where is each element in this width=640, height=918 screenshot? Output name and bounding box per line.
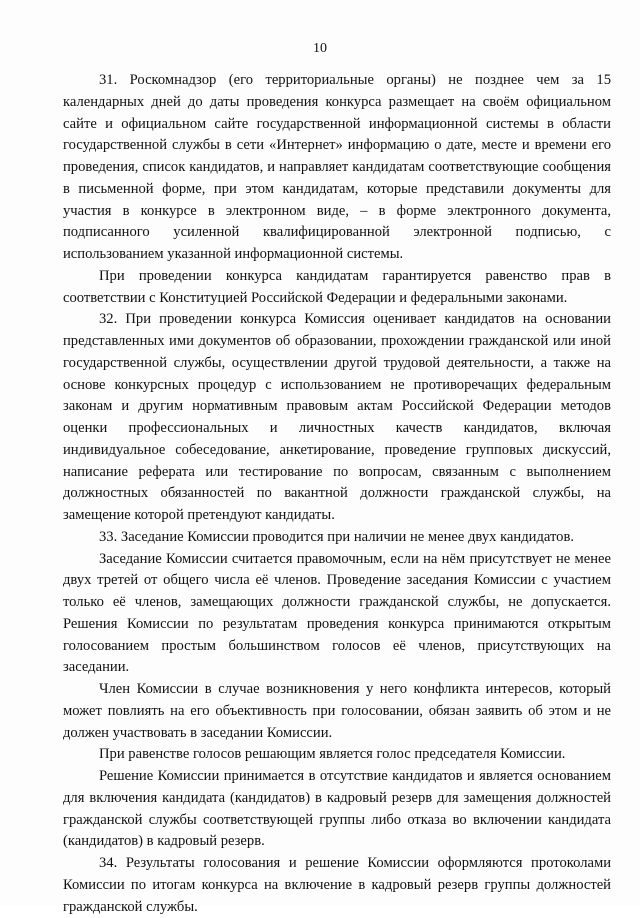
- page-number: 10: [313, 41, 327, 56]
- paragraph-equal-rights: При проведении конкурса кандидатам гарантируется равенство прав в соответствии с Конституцией Российской Федерации и федеральными законами.: [63, 267, 611, 306]
- paragraph-31: 31. Роскомнадзор (его территориальные органы) не позднее чем за 15 календарных дней до даты проведения конкурса размещает на своём официальном сайте и официальном сайте государственной информационной системы в области государственной службы в сети «Интернет» информацию о дате, месте и времени его проведения, список кандидатов, и направляет кандидатам соответствующие сообщения в письменной форме, при этом кандидатам, которые представили документы для участия в конкурсе в электронном виде, – в форме электронного документа, подписанного усиленной квалифицированной электронной подписью, с использованием указанной информационной системы.: [63, 72, 611, 262]
- paragraph-conflict-of-interest: Член Комиссии в случае возникновения у него конфликта интересов, который может повлиять на его объективность при голосовании, обязан заявить об этом и не должен участвовать в заседании Комиссии.: [63, 681, 611, 741]
- paragraph-34: 34. Результаты голосования и решение Комиссии оформляются протоколами Комиссии по итогам конкурса на включение в кадровый резерв группы должностей гражданской службы.: [63, 855, 611, 915]
- paragraph-decision: Решение Комиссии принимается в отсутствие кандидатов и является основанием для включения кандидата (кандидатов) в кадровый резерв для замещения должностей гражданской службы соответствующей группы либо отказа во включении кандидата (кандидатов) в кадровый резерв.: [63, 768, 611, 850]
- paragraph-33: 33. Заседание Комиссии проводится при наличии не менее двух кандидатов.: [99, 528, 575, 545]
- paragraph-32: 32. При проведении конкурса Комиссия оценивает кандидатов на основании представленных ими документов об образовании, прохождении гражданской или иной государственной службы, осуществлении другой трудовой деятельности, а также на основе конкурсных процедур с использованием не противоречащих федеральным законам и другим нормативным правовым актам Российской Федерации методов оценки профессиональных и личностных качеств кандидатов, включая индивидуальное собеседование, анкетирование, проведение групповых дискуссий, написание реферата или тестирование по вопросам, связанным с выполнением должностных обязанностей по вакантной должности гражданской службы, на замещение которой претендуют кандидаты.: [63, 311, 611, 523]
- document-body: [63, 70, 611, 918]
- paragraph-tie-vote: При равенстве голосов решающим является голос председателя Комиссии.: [99, 746, 566, 763]
- paragraph-quorum: Заседание Комиссии считается правомочным, если на нём присутствует не менее двух третей от общего числа её членов. Проведение заседания Комиссии с участием только её членов, замещающих должности гражданской службы, не допускается. Решения Комиссии по результатам проведения конкурса принимаются открытым голосованием простым большинством голосов её членов, присутствующих на заседании.: [63, 550, 611, 676]
